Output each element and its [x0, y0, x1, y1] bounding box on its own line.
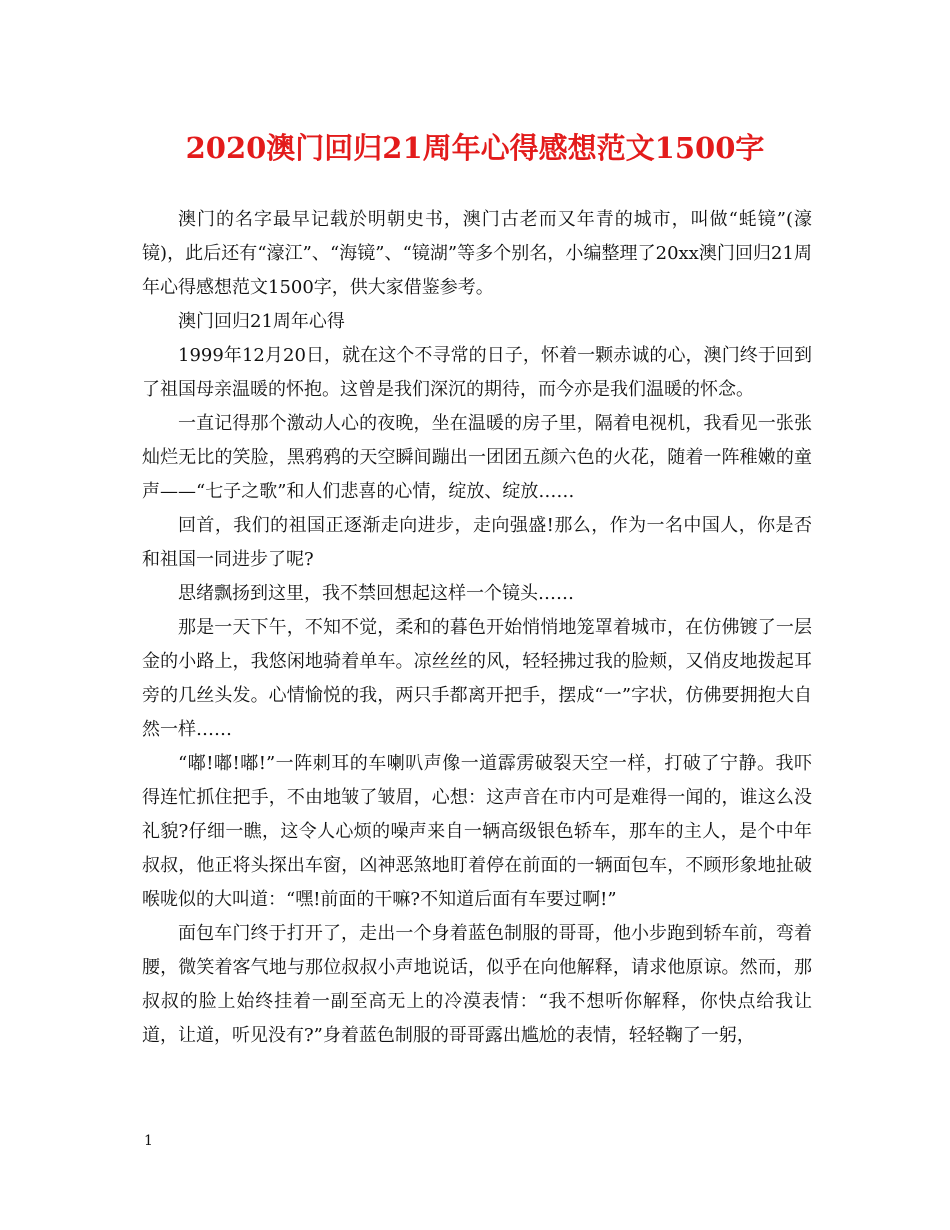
paragraph-van-driver: 面包车门终于打开了，走出一个身着蓝色制服的哥哥，他小步跑到轿车前，弯着腰，微笑着客气地与那位叔叔小声地说话，似乎在向他解释，请求他原谅。然而，那叔叔的脸上始终挂着一副至高无上的冷漠表情：“我不想听你解释，你快点给我让道，让道，听见没有?”身着蓝色制服的哥哥露出尴尬的表情，轻轻鞠了一躬， — [142, 923, 812, 1046]
paragraph-intro: 澳门的名字最早记载於明朝史书，澳门古老而又年青的城市，叫做“蚝镜”(濠镜)，此后还有“濠江”、“海镜”、“镜湖”等多个别名，小编整理了20xx澳门回归21周年心得感想范文1500字，供大家借鉴参考。 — [142, 209, 812, 298]
paragraph-1999: 1999年12月20日，就在这个不寻常的日子，怀着一颗赤诚的心，澳门终于回到了祖国母亲温暖的怀抱。这曾是我们深沉的期待，而今亦是我们温暖的怀念。 — [142, 345, 812, 400]
paragraph-car-horn: “嘟!嘟!嘟!”一阵刺耳的车喇叭声像一道霹雳破裂天空一样，打破了宁静。我吓得连忙抓住把手，不由地皱了皱眉，心想：这声音在市内可是难得一闻的，谁这么没礼貌?仔细一瞧，这令人心烦的噪声来自一辆高级银色轿车，那车的主人，是个中年叔叔，他正将头探出车窗，凶神恶煞地盯着停在前面的一辆面包车，不顾形象地扯破喉咙似的大叫道：“嘿!前面的干嘛?不知道后面有车要过啊!” — [142, 753, 812, 910]
page-number: 1 — [144, 1133, 153, 1149]
document-body — [142, 203, 812, 1053]
paragraph-looking-back: 回首，我们的祖国正逐渐走向进步，走向强盛!那么，作为一名中国人，你是否和祖国一同进步了呢? — [142, 515, 812, 570]
paragraph-recall: 思绪飘扬到这里，我不禁回想起这样一个镜头…… — [178, 583, 574, 604]
document-title: 2020澳门回归21周年心得感想范文1500字 — [185, 131, 765, 165]
paragraph-afternoon-ride: 那是一天下午，不知不觉，柔和的暮色开始悄悄地笼罩着城市，在仿佛镀了一层金的小路上，我悠闲地骑着单车。凉丝丝的风，轻轻拂过我的脸颊，又俏皮地拨起耳旁的几丝头发。心情愉悦的我，两只手都离开把手，摆成“一”字状，仿佛要拥抱大自然一样…… — [142, 617, 812, 740]
section-heading: 澳门回归21周年心得 — [178, 311, 345, 332]
paragraph-memory-night: 一直记得那个激动人心的夜晚，坐在温暖的房子里，隔着电视机，我看见一张张灿烂无比的笑脸，黑鸦鸦的天空瞬间蹦出一团团五颜六色的火花，随着一阵稚嫩的童声——“七子之歌”和人们悲喜的心情，绽放、绽放…… — [142, 413, 812, 502]
